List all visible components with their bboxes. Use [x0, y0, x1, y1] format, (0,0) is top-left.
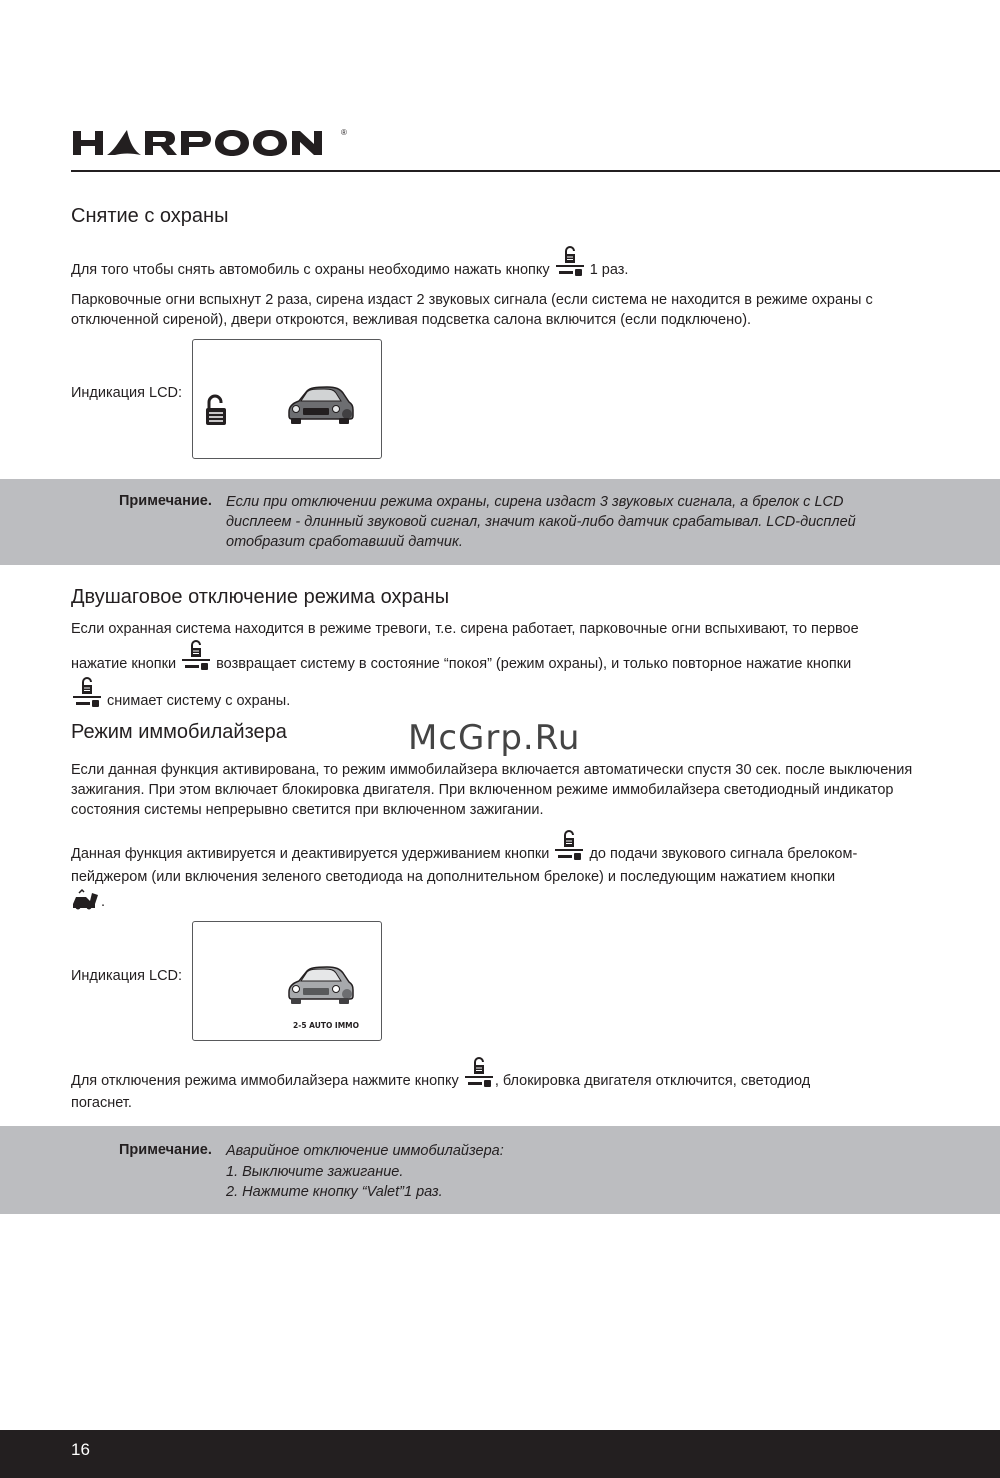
- two-step-line-3: снимает систему с охраны.: [71, 677, 290, 711]
- harpoon-logo: [71, 128, 351, 158]
- lcd-label-immobilizer: Индикация LCD:: [71, 968, 183, 984]
- immobilizer-paragraph-3: Для отключения режима иммобилайзера нажмите кнопку , блокировка двигателя отключится, светодиод: [71, 1057, 810, 1091]
- immobilizer-paragraph-2-line-3: .: [71, 888, 105, 912]
- unlock-button-icon: [71, 677, 103, 711]
- lcd-label-disarm: Индикация LCD:: [71, 385, 183, 401]
- registered-mark: ®: [341, 128, 347, 137]
- two-step-line-2: нажатие кнопки возвращает систему в состояние “покоя” (режим охраны), и только повторное нажатие кнопки: [71, 640, 851, 674]
- immobilizer-paragraph-3-line-2: погаснет.: [71, 1095, 132, 1111]
- unlock-button-icon: [180, 640, 212, 674]
- two-step-line-1: Если охранная система находится в режиме тревоги, т.е. сирена работает, парковочные огни вспыхивают, то первое: [71, 621, 859, 637]
- lcd-display-disarm: [192, 339, 382, 459]
- note-label: Примечание.: [119, 1142, 212, 1158]
- immobilizer-paragraph-1: Если данная функция активирована, то режим иммобилайзера включается автоматически спустя 30 сек. после выключения зажигания. При этом включает блокировка двигателя. При включенном режиме иммобилайзера светодиодный индикатор состояния системы непрерывно светится при включенном зажигании.: [71, 762, 913, 818]
- watermark: McGrp.Ru: [408, 718, 581, 758]
- immobilizer-paragraph-2-line-1: Данная функция активируется и деактивируется удерживанием кнопки до подачи звукового сигнала брелоком-: [71, 830, 857, 864]
- note-line: дисплеем - длинный звуковой сигнал, значит какой-либо датчик срабатывал. LCD-дисплей: [226, 514, 856, 530]
- note-line: Если при отключении режима охраны, сирена издаст 3 звуковых сигнала, а брелок с LCD: [226, 494, 844, 510]
- immobilizer-paragraph-2-line-2: пейджером (или включения зеленого светодиода на дополнительном брелоке) и последующим нажатием кнопки: [71, 869, 836, 885]
- unlock-button-icon: [463, 1057, 495, 1091]
- note-line: Аварийное отключение иммобилайзера:: [226, 1143, 504, 1159]
- note-line: 2. Нажмите кнопку “Valet”1 раз.: [226, 1184, 443, 1200]
- car-icon: [285, 382, 355, 428]
- note-box-1: [0, 479, 1000, 565]
- harpoon-logo-graphic: [71, 128, 351, 158]
- section-title-disarm: Снятие с охраны: [71, 205, 229, 227]
- section-title-two-step: Двушаговое отключение режима охраны: [71, 586, 450, 608]
- lcd-auto-immo-label: 2-5 AUTO IMMO: [293, 1021, 360, 1030]
- car-trunk-button-icon: [71, 888, 101, 912]
- note-box-2: [0, 1126, 1000, 1214]
- disarm-paragraph-2: Парковочные огни вспыхнут 2 раза, сирена издаст 2 звуковых сигнала (если система не находится в режиме охраны с отключенной сиреной), двери откроются, вежливая подсветка салона включится (если подключено).: [71, 292, 873, 328]
- disarm-paragraph-1: Для того чтобы снять автомобиль с охраны необходимо нажать кнопку 1 раз.: [71, 246, 628, 280]
- note-line: 1. Выключите зажигание.: [226, 1164, 404, 1180]
- unlocked-padlock-icon: [203, 394, 231, 428]
- unlock-button-icon: [554, 246, 586, 280]
- page-footer: [0, 1430, 1000, 1478]
- note-label: Примечание.: [119, 493, 212, 509]
- page-number: 16: [71, 1440, 90, 1459]
- unlock-button-icon: [553, 830, 585, 864]
- car-icon: [285, 962, 355, 1008]
- section-title-immobilizer: Режим иммобилайзера: [71, 721, 287, 743]
- header-rule: [71, 170, 1000, 172]
- note-line: отобразит сработавший датчик.: [226, 534, 463, 550]
